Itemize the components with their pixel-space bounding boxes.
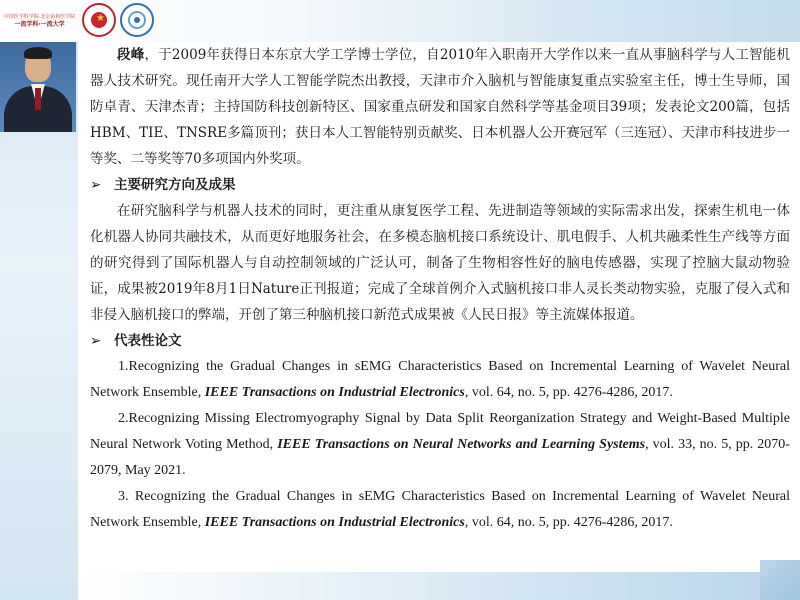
logo-line-2: 一流学科·一流大学: [14, 21, 65, 28]
portrait-photo: [0, 42, 76, 132]
paper-item: [90, 484, 790, 536]
paper-item: [90, 406, 790, 484]
paper-journal: IEEE Transactions on Industrial Electronics: [204, 515, 465, 530]
arrow-bullet-icon: ➢: [90, 177, 102, 193]
section-heading-papers: [90, 328, 790, 354]
person-name: 段峰: [117, 47, 145, 63]
red-emblem-icon: ★: [82, 3, 116, 37]
paper-journal: IEEE Transactions on Neural Networks and Learning Systems: [277, 437, 646, 452]
main-content: [90, 42, 790, 536]
section-heading-research: [90, 172, 790, 198]
paper-details: , vol. 33, no. 5, pp. 2070-2079, May 2021.: [90, 437, 790, 478]
paper-title: 2.Recognizing Missing Electromyography Signal by Data Split Reorganization Strategy and Weight-Based Multiple Neural Network Voting Method,: [90, 411, 790, 452]
corner-accent: [760, 560, 800, 600]
paper-details: , vol. 64, no. 5, pp. 4276-4286, 2017.: [464, 515, 673, 530]
section-title: 代表性论文: [114, 333, 182, 349]
paper-journal: IEEE Transactions on Industrial Electronics: [204, 385, 465, 400]
arrow-bullet-icon: ➢: [90, 333, 102, 349]
logo-line-1: 中国医学科学院·北京协和医学院: [3, 14, 76, 20]
bio-text: ，于2009年获得日本东京大学工学博士学位，自2010年入职南开大学作以来一直从事脑科学与人工智能机器人技术研究。现任南开大学人工智能学院杰出教授，天津市介入脑机与智能康复重点实验室主任，博士生导师，国防卓青、天津杰青；主持国防科技创新特区、国家重点研发和国家自然科学等基金项目39项；发表论文200篇，包括HBM、TIE、TNSRE多篇顶刊；获日本人工智能特别贡献奖、日本机器人公开赛冠军（三连冠）、天津市科技进步一等奖、二等奖等70多项国内外奖项。: [90, 47, 791, 167]
bottom-band: [78, 572, 800, 600]
blue-emblem-icon: [120, 3, 154, 37]
paper-title: 1.Recognizing the Gradual Changes in sEMG Characteristics Based on Incremental Learning of Wavelet Neural Network Ensemble,: [90, 359, 790, 400]
university-logo: [2, 14, 77, 28]
paper-details: , vol. 64, no. 5, pp. 4276-4286, 2017.: [464, 385, 673, 400]
bio-paragraph: [90, 42, 790, 172]
research-paragraph: 在研究脑科学与机器人技术的同时，更注重从康复医学工程、先进制造等领域的实际需求出发，探索生机电一体化机器人协同共融技术，从而更好地服务社会，在多模态脑机接口系统设计、肌电假手、人机共融柔性生产线等方面的研究得到了国际机器人与自动控制领域的广泛认可，制备了生物相容性好的脑电传感器，实现了控脑大鼠动物验证，成果被2019年8月1日Nature正刊报道；完成了全球首例介入式脑机接口非人灵长类动物实验，克服了侵入式和非侵入脑机接口的弊端，开创了第三种脑机接口新范式成果被《人民日报》等主流媒体报道。: [90, 203, 790, 323]
paper-title: 3. Recognizing the Gradual Changes in sEMG Characteristics Based on Incremental Learning of Wavelet Neural Network Ensemble,: [90, 489, 790, 530]
section-title: 主要研究方向及成果: [114, 177, 236, 193]
paper-item: [90, 354, 790, 406]
